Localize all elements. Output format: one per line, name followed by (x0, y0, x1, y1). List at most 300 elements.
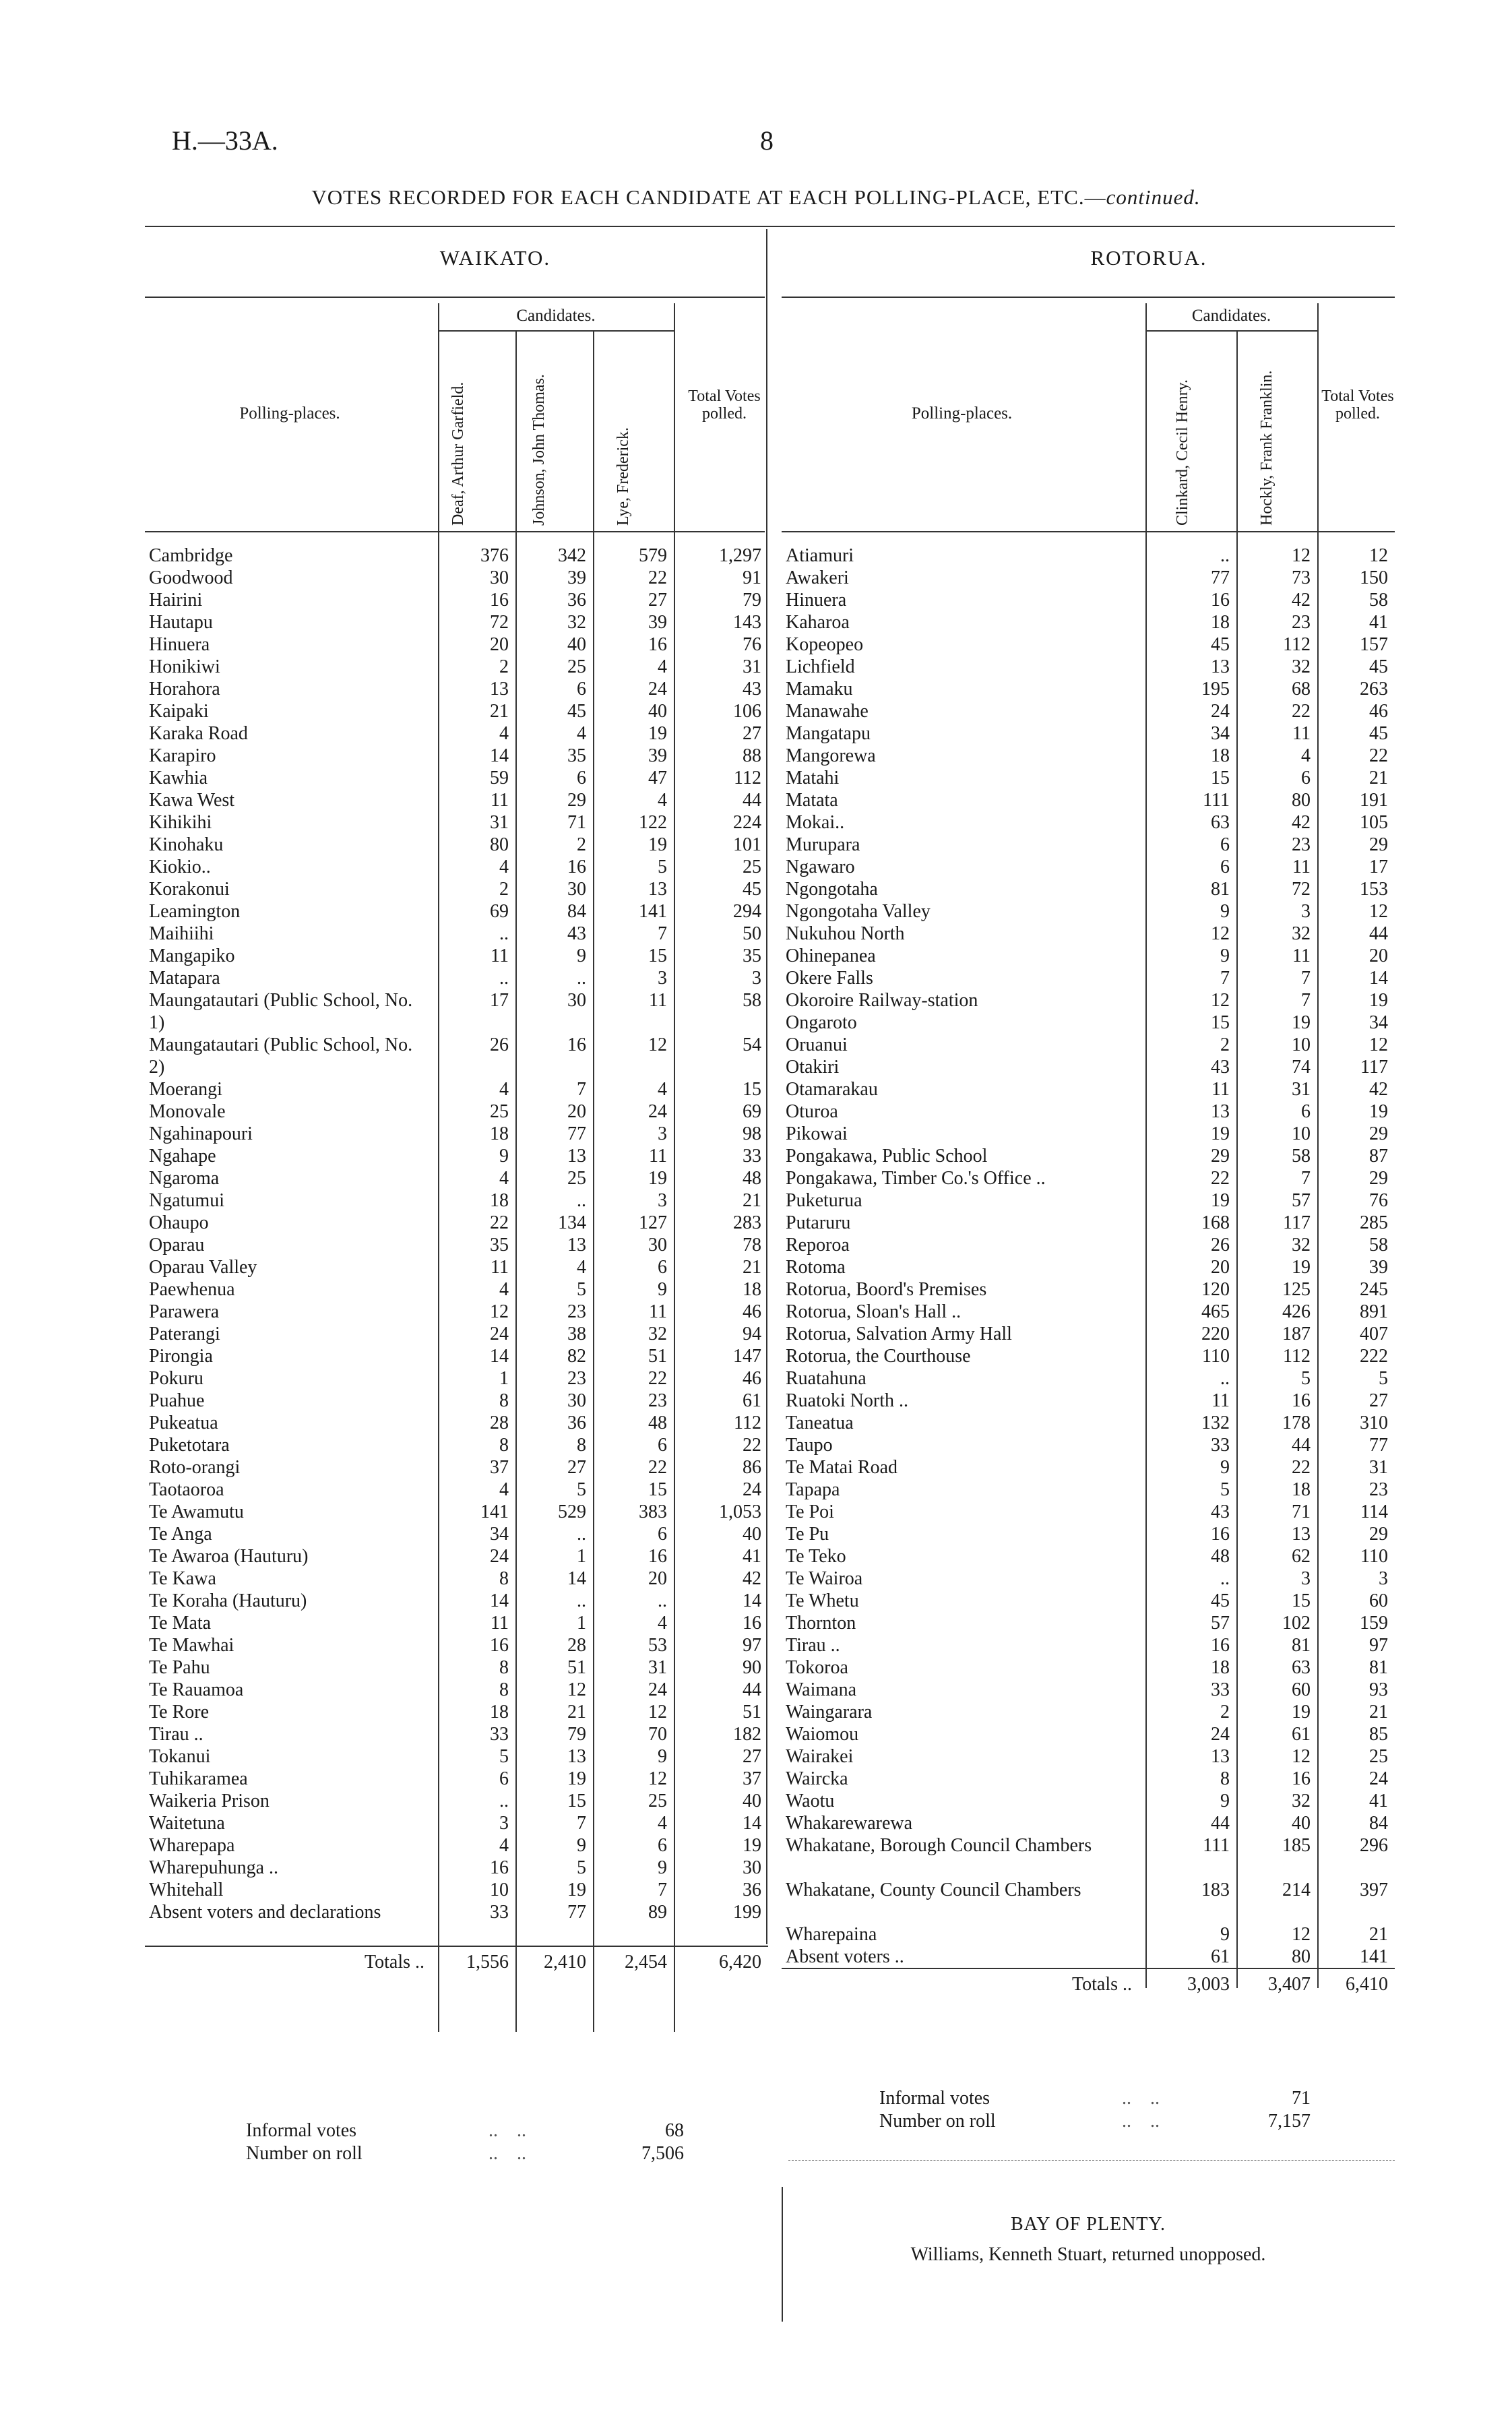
vote-count-cell: 97 (1369, 1635, 1388, 1656)
vote-count-cell: 58 (1369, 1235, 1388, 1255)
vote-count-cell: 117 (1283, 1212, 1311, 1233)
vote-count-cell: 7 (1301, 968, 1311, 989)
vote-count-cell: 18 (1211, 745, 1230, 766)
vote-count-cell: 7 (1301, 990, 1311, 1011)
polling-place-cell (145, 834, 438, 856)
polling-place-cell (782, 1501, 1145, 1523)
vote-count-cell: 53 (648, 1635, 667, 1656)
vote-count-cell: 13 (567, 1235, 586, 1255)
polling-place-cell (782, 834, 1145, 856)
vote-count-cell: 31 (743, 656, 761, 677)
table-row (145, 700, 768, 722)
polling-place-name: Matapara (149, 968, 220, 989)
rotorua-candidate-2: Hockly, Frank Franklin. (1258, 370, 1275, 526)
polling-place-cell (782, 1367, 1145, 1390)
table-row (145, 1145, 768, 1167)
vote-count-cell: 19 (1369, 1101, 1388, 1122)
vote-count-cell: 4 (499, 723, 509, 744)
vote-count-cell: 7 (658, 923, 667, 944)
vote-count-cell: 38 (567, 1324, 586, 1344)
waikato-roll-label: Number on roll (246, 2143, 363, 2164)
rotorua-header-rule (782, 297, 1395, 298)
polling-place-name: Ongaroto (786, 1012, 857, 1033)
vote-count-cell: 13 (648, 879, 667, 900)
vote-count-cell: 9 (658, 1279, 667, 1300)
vote-count-cell: 19 (648, 1168, 667, 1189)
polling-place-name: Absent voters and declarations (149, 1902, 381, 1923)
waikato-candidates-label: Candidates. (516, 307, 596, 325)
vote-count-cell: 105 (1360, 812, 1388, 833)
polling-place-name: Pokuru (149, 1368, 203, 1389)
vote-count-cell: 63 (1292, 1657, 1311, 1678)
vote-count-cell: 32 (1292, 656, 1311, 677)
polling-place-cell (782, 722, 1145, 745)
table-row (145, 722, 768, 745)
polling-place-cell (145, 1834, 438, 1857)
table-row (782, 1479, 1395, 1501)
vote-count-cell: 222 (1360, 1346, 1388, 1367)
waikato-total-label: Total Votes polled. (688, 387, 761, 423)
polling-place-name: Taotaoroa (149, 1479, 224, 1500)
polling-place-name: Kaharoa (786, 612, 850, 633)
polling-place-name: Mangatapu (786, 723, 871, 744)
vote-count-cell: 11 (1211, 1390, 1230, 1411)
table-row (782, 1256, 1395, 1278)
polling-place-cell (145, 1745, 438, 1768)
vote-count-cell: 17 (1369, 857, 1388, 877)
vote-count-cell: 45 (1211, 1590, 1230, 1611)
vote-count-cell: 50 (743, 923, 761, 944)
polling-place-name: Ohinepanea (786, 945, 876, 966)
vote-count-cell: 153 (1360, 879, 1388, 900)
waikato-informal-label: Informal votes (246, 2120, 357, 2141)
vote-count-cell: 30 (743, 1857, 761, 1878)
page-title-continued: continued. (1106, 185, 1201, 209)
table-row (782, 767, 1395, 789)
vote-count-cell: 25 (567, 1168, 586, 1189)
polling-place-cell (145, 1100, 438, 1123)
vote-count-cell: 13 (490, 679, 509, 700)
polling-place-name: Oparau (149, 1235, 205, 1255)
table-row (145, 1834, 768, 1857)
vote-count-cell: 25 (490, 1101, 509, 1122)
polling-place-name: Whakarewarewa (786, 1813, 913, 1834)
polling-place-cell (782, 1634, 1145, 1656)
table-row (145, 1323, 768, 1345)
vote-count-cell: 16 (1292, 1768, 1311, 1789)
table-row (782, 1301, 1395, 1323)
vote-count-cell: 132 (1201, 1413, 1230, 1433)
table-row (145, 1501, 768, 1523)
vote-count-cell: 72 (1292, 879, 1311, 900)
vote-count-cell: 39 (1369, 1257, 1388, 1278)
polling-place-name: Putaruru (786, 1212, 851, 1233)
polling-place-cell (782, 811, 1145, 834)
polling-place-name: Reporoa (786, 1235, 850, 1255)
vote-count-cell: 58 (1369, 590, 1388, 611)
vote-count-cell: 12 (1369, 901, 1388, 922)
table-row (782, 856, 1395, 878)
vote-count-cell: 44 (743, 790, 761, 811)
polling-place-cell (145, 745, 438, 767)
vote-count-cell: 87 (1369, 1146, 1388, 1167)
table-row (782, 811, 1395, 834)
vote-count-cell: 85 (1369, 1724, 1388, 1745)
vote-count-cell: 42 (1369, 1079, 1388, 1100)
vote-count-cell: .. (577, 1524, 586, 1545)
dot-leader: .. .. (489, 2120, 526, 2141)
vote-count-cell: 30 (567, 1390, 586, 1411)
vote-count-cell: 2 (499, 656, 509, 677)
vote-count-cell: 283 (733, 1212, 761, 1233)
vote-count-cell: 4 (499, 1168, 509, 1189)
vote-count-cell: 18 (743, 1279, 761, 1300)
vote-count-cell: 4 (658, 790, 667, 811)
vote-count-cell: 16 (490, 1635, 509, 1656)
polling-place-name: Hinuera (149, 634, 210, 655)
vote-count-cell: 47 (648, 768, 667, 788)
vote-count-cell: 28 (567, 1635, 586, 1656)
vote-count-cell: 88 (743, 745, 761, 766)
vote-count-cell: 31 (648, 1657, 667, 1678)
polling-place-name: Te Anga (149, 1524, 212, 1545)
vote-count-cell: 10 (490, 1880, 509, 1900)
vote-count-cell: 9 (1220, 1791, 1230, 1811)
table-row (782, 1167, 1395, 1189)
vote-count-cell: 127 (639, 1212, 667, 1233)
vote-count-cell: 11 (1292, 945, 1311, 966)
vote-count-cell: 19 (648, 834, 667, 855)
vote-count-cell: 199 (733, 1902, 761, 1923)
table-row (145, 811, 768, 834)
vote-count-cell: 16 (648, 1546, 667, 1567)
vote-count-cell: 37 (743, 1768, 761, 1789)
vote-count-cell: 33 (1211, 1679, 1230, 1700)
vote-count-cell: 42 (743, 1568, 761, 1589)
vote-count-cell: 29 (567, 790, 586, 811)
vote-count-cell: 46 (743, 1301, 761, 1322)
polling-place-name: Ngahape (149, 1146, 216, 1167)
table-row (145, 678, 768, 700)
vote-count-cell: 4 (499, 857, 509, 877)
table-row (145, 1256, 768, 1278)
vote-count-cell: 15 (1211, 1012, 1230, 1033)
polling-place-name: Rotorua, Sloan's Hall .. (786, 1301, 962, 1322)
vote-count-cell: 45 (1369, 656, 1388, 677)
vote-count-cell: 39 (648, 612, 667, 633)
polling-place-name: Te Whetu (786, 1590, 859, 1611)
vote-count-cell: 15 (1292, 1590, 1311, 1611)
polling-place-cell (145, 856, 438, 878)
polling-place-name: Monovale (149, 1101, 226, 1122)
table-row (782, 1723, 1395, 1745)
table-row (145, 1345, 768, 1367)
vote-count-cell: 86 (743, 1457, 761, 1478)
table-row (782, 1345, 1395, 1367)
polling-place-cell (782, 1078, 1145, 1100)
polling-place-cell (782, 1434, 1145, 1456)
polling-place-name: Honikiwi (149, 656, 220, 677)
waikato-candidate-1: Deaf, Arthur Garfield. (449, 381, 467, 526)
table-row (145, 567, 768, 589)
polling-place-name: Murupara (786, 834, 860, 855)
polling-place-name: Manawahe (786, 701, 869, 722)
vote-count-cell: 102 (1282, 1613, 1311, 1634)
vote-count-cell: 81 (1369, 1657, 1388, 1678)
table-row (782, 1012, 1395, 1034)
polling-place-cell (145, 1078, 438, 1100)
table-row (145, 1100, 768, 1123)
polling-place-name: Mangorewa (786, 745, 876, 766)
polling-place-cell (145, 1901, 438, 1946)
polling-place-cell (782, 1056, 1145, 1078)
vote-count-cell: 110 (1360, 1546, 1388, 1567)
polling-place-name: Tuhikaramea (149, 1768, 248, 1789)
waikato-header-bottom-rule (145, 531, 765, 532)
vote-count-cell: 383 (639, 1501, 667, 1522)
vote-count-cell: 24 (648, 1679, 667, 1700)
table-row (782, 1612, 1395, 1634)
polling-place-cell (145, 1634, 438, 1656)
vote-count-cell: 19 (567, 1880, 586, 1900)
polling-place-cell (782, 1189, 1145, 1212)
table-row (145, 1434, 768, 1456)
rotorua-informal-row (879, 2087, 1311, 2110)
vote-count-cell: 18 (490, 1190, 509, 1211)
polling-place-cell (782, 1034, 1145, 1056)
polling-place-name: Tokoroa (786, 1657, 848, 1678)
vote-count-cell: 61 (1292, 1724, 1311, 1745)
vote-count-cell: 44 (1211, 1813, 1230, 1834)
vote-count-cell: 397 (1360, 1880, 1388, 1900)
polling-place-cell (782, 1679, 1145, 1701)
vote-count-cell: 41 (1369, 1791, 1388, 1811)
polling-place-cell (145, 1612, 438, 1634)
vote-count-cell: 61 (1211, 1946, 1230, 1967)
polling-place-cell (782, 878, 1145, 900)
vote-count-cell: 26 (1211, 1235, 1230, 1255)
page-title-text: VOTES RECORDED FOR EACH CANDIDATE AT EACH POLLING-PLACE, ETC.— (311, 185, 1106, 209)
vote-count-cell: 81 (1211, 879, 1230, 900)
table-row (145, 1768, 768, 1790)
polling-place-cell (145, 1145, 438, 1167)
vote-count-cell: 8 (499, 1679, 509, 1700)
polling-place-cell (782, 567, 1145, 589)
vote-count-cell: 16 (648, 634, 667, 655)
vote-count-cell: 195 (1201, 679, 1230, 700)
polling-place-name: Pikowai (786, 1123, 848, 1144)
polling-place-cell (782, 1523, 1145, 1545)
table-row (782, 545, 1395, 567)
vote-count-cell: 12 (1211, 990, 1230, 1011)
vote-count-cell: 111 (1203, 790, 1230, 811)
polling-place-cell (145, 611, 438, 633)
table-row (145, 945, 768, 967)
polling-place-cell (145, 900, 438, 923)
polling-place-name: Ngongotaha Valley (786, 901, 931, 922)
polling-place-name: Matata (786, 790, 838, 811)
vote-count-cell: 23 (1369, 1479, 1388, 1500)
table-row (145, 1857, 768, 1879)
polling-place-name: Maungatautari (Public School, No. 2) (149, 1034, 413, 1078)
vote-count-cell: 26 (490, 1034, 509, 1055)
waikato-polling-places-label: Polling-places. (239, 404, 340, 423)
vote-count-cell: 12 (648, 1702, 667, 1723)
polling-place-cell (782, 1323, 1145, 1345)
vote-count-cell: 11 (491, 1257, 509, 1278)
polling-place-cell (782, 1479, 1145, 1501)
polling-place-name: Ngongotaha (786, 879, 878, 900)
vote-count-cell: 36 (567, 590, 586, 611)
table-row (782, 1434, 1395, 1456)
waikato-col-rule-1 (438, 303, 439, 529)
vote-count-cell: 11 (491, 1613, 509, 1634)
polling-place-name: Okoroire Railway-station (786, 990, 978, 1011)
waikato-roll-value: 7,506 (641, 2143, 684, 2164)
table-row (145, 1367, 768, 1390)
polling-place-name: Waimana (786, 1679, 857, 1700)
vote-count-cell: 407 (1360, 1324, 1388, 1344)
polling-place-name: Pirongia (149, 1346, 213, 1367)
polling-place-cell (782, 767, 1145, 789)
vote-count-cell: 3 (658, 1190, 667, 1211)
vote-count-cell: 112 (1283, 1346, 1311, 1367)
vote-count-cell: 214 (1282, 1880, 1311, 1900)
polling-place-cell (782, 1301, 1145, 1323)
polling-place-name: Kawa West (149, 790, 235, 811)
vote-count-cell: 91 (743, 567, 761, 588)
table-row (145, 656, 768, 678)
rotorua-col-rule-1 (1145, 303, 1147, 529)
vote-count-cell: 69 (743, 1101, 761, 1122)
vote-count-cell: 4 (658, 1079, 667, 1100)
table-row (145, 1790, 768, 1812)
vote-count-cell: 41 (743, 1546, 761, 1567)
vote-count-cell: 35 (567, 745, 586, 766)
vote-count-cell: 22 (1292, 1457, 1311, 1478)
table-row (782, 1323, 1395, 1345)
table-row (145, 856, 768, 878)
vote-count-cell: 19 (1292, 1702, 1311, 1723)
polling-place-name: Rotorua, Boord's Premises (786, 1279, 987, 1300)
table-row (145, 1612, 768, 1634)
polling-place-name: Te Matai Road (786, 1457, 897, 1478)
vote-count-cell: 159 (1360, 1613, 1388, 1634)
vote-count-cell: 44 (1369, 923, 1388, 944)
vote-count-cell: 5 (499, 1746, 509, 1767)
total-value-cell: 1,556 (438, 1946, 515, 1973)
vote-count-cell: 70 (648, 1724, 667, 1745)
table-row (145, 1523, 768, 1545)
total-value-cell: 3,407 (1236, 1968, 1317, 1995)
table-row (145, 767, 768, 789)
polling-place-cell (145, 967, 438, 989)
table-row (782, 1123, 1395, 1145)
vote-count-cell: 29 (1369, 834, 1388, 855)
vote-count-cell: 2 (499, 879, 509, 900)
vote-count-cell: 25 (1369, 1746, 1388, 1767)
polling-place-cell (782, 611, 1145, 633)
vote-count-cell: 6 (577, 679, 586, 700)
vote-count-cell: .. (499, 923, 509, 944)
vote-count-cell: 8 (499, 1568, 509, 1589)
table-row (145, 834, 768, 856)
vote-count-cell: 80 (1292, 1946, 1311, 1967)
table-row (782, 1234, 1395, 1256)
vote-count-cell: 18 (490, 1123, 509, 1144)
vote-count-cell: 18 (1211, 1657, 1230, 1678)
vote-count-cell: 4 (658, 1613, 667, 1634)
polling-place-cell (145, 1723, 438, 1745)
vote-count-cell: 4 (577, 723, 586, 744)
vote-count-cell: 4 (577, 1257, 586, 1278)
vote-count-cell: 12 (1211, 923, 1230, 944)
table-row (145, 878, 768, 900)
vote-count-cell: 25 (648, 1791, 667, 1811)
vote-count-cell: 4 (499, 1079, 509, 1100)
polling-place-name: Wairakei (786, 1746, 854, 1767)
vote-count-cell: 60 (1369, 1590, 1388, 1611)
table-row (782, 745, 1395, 767)
bay-of-plenty-title: BAY OF PLENTY. (1010, 2214, 1166, 2235)
vote-count-cell: 23 (1292, 612, 1311, 633)
vote-count-cell: 143 (733, 612, 761, 633)
vote-count-cell: 3 (658, 968, 667, 989)
vote-count-cell: 9 (1220, 1457, 1230, 1478)
vote-count-cell: 7 (1220, 968, 1230, 989)
document-code: H.—33A. (172, 125, 278, 156)
vote-count-cell: 11 (491, 790, 509, 811)
table-row (782, 1946, 1395, 1968)
polling-place-cell (145, 1790, 438, 1812)
table-row (782, 945, 1395, 967)
table-row (782, 678, 1395, 700)
vote-count-cell: 35 (743, 945, 761, 966)
vote-count-cell: 120 (1201, 1279, 1230, 1300)
vote-count-cell: 24 (648, 679, 667, 700)
vote-count-cell: 76 (743, 634, 761, 655)
polling-place-cell (782, 545, 1145, 567)
table-row (145, 1568, 768, 1590)
vote-count-cell: 33 (490, 1902, 509, 1923)
vote-count-cell: 3 (1301, 901, 1311, 922)
vote-count-cell: 15 (567, 1791, 586, 1811)
vote-count-cell: 43 (567, 923, 586, 944)
vote-count-cell: 134 (558, 1212, 586, 1233)
polling-place-cell (782, 900, 1145, 923)
totals-row (782, 1968, 1395, 1995)
vote-count-cell: 48 (648, 1413, 667, 1433)
vote-count-cell: 39 (648, 745, 667, 766)
totals-label: Totals .. (145, 1946, 438, 1973)
polling-place-cell (782, 678, 1145, 700)
polling-place-name: Hairini (149, 590, 203, 611)
polling-place-cell (145, 811, 438, 834)
vote-count-cell: 2 (1220, 1034, 1230, 1055)
vote-count-cell: 19 (1211, 1123, 1230, 1144)
vote-count-cell: 5 (1301, 1368, 1311, 1389)
vote-count-cell: 54 (743, 1034, 761, 1055)
title-rule (145, 226, 1395, 227)
table-row (145, 1656, 768, 1679)
vote-count-cell: 112 (734, 1413, 761, 1433)
polling-place-name: Thornton (786, 1613, 856, 1634)
vote-count-cell: 168 (1201, 1212, 1230, 1233)
vote-count-cell: 20 (490, 634, 509, 655)
vote-count-cell: 16 (490, 1857, 509, 1878)
polling-place-name: Kihikihi (149, 812, 212, 833)
table-row (145, 1212, 768, 1234)
